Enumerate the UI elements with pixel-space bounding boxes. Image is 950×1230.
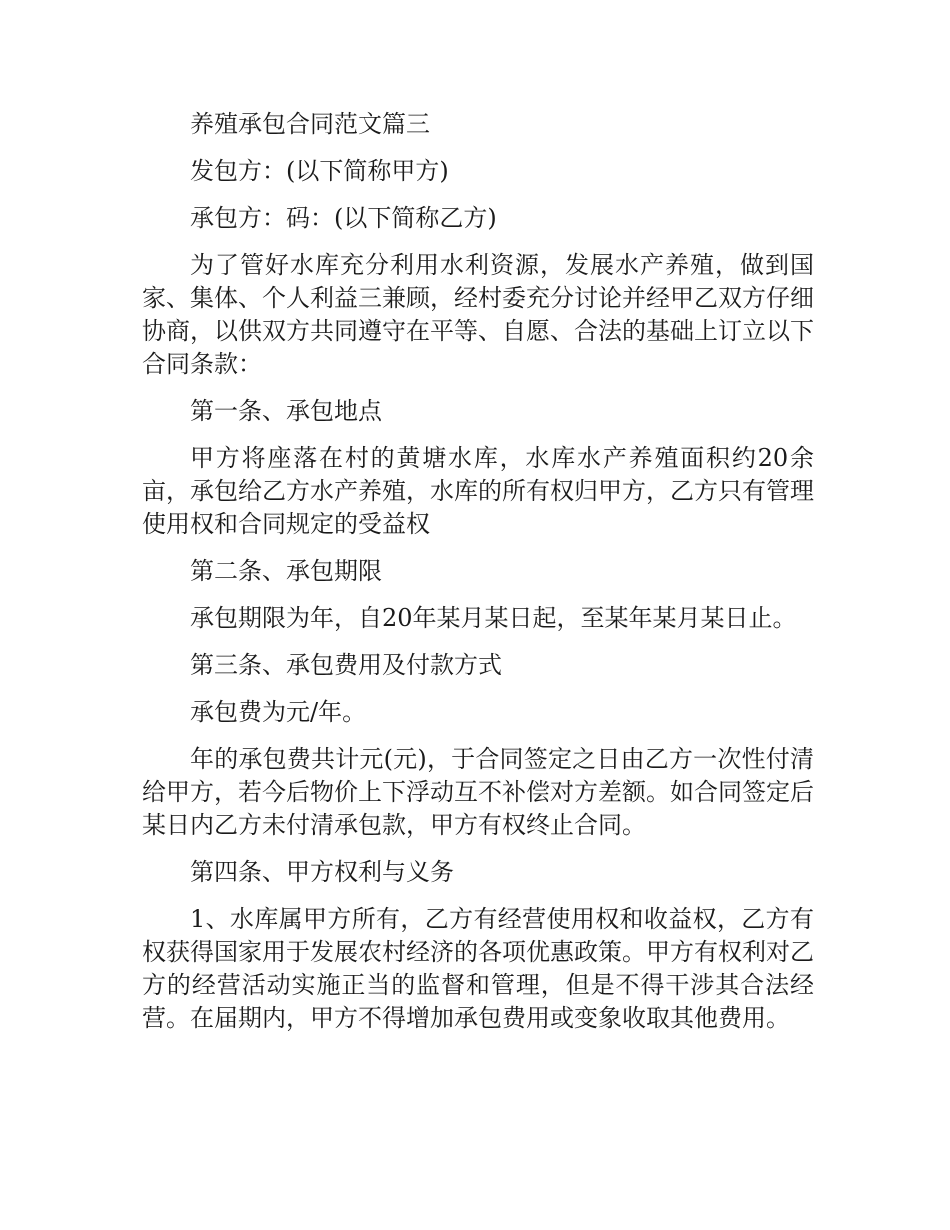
article-3-payment: 年的承包费共计元(元)，于合同签定之日由乙方一次性付清给甲方，若今后物价上下浮动互不补偿对方差额。如合同签定后某日内乙方未付清承包款，甲方有权终止合同。 [142,745,814,839]
article-1-heading: 第一条、承包地点 [190,397,382,425]
article-2-heading: 第二条、承包期限 [190,557,382,585]
article-3-heading: 第三条、承包费用及付款方式 [190,651,502,679]
preamble-paragraph: 为了管好水库充分利用水利资源，发展水产养殖，做到国家、集体、个人利益三兼顾，经村委充分讨论并经甲乙双方仔细协商，以供双方共同遵守在平等、自愿、合法的基础上订立以下合同条款： [142,251,814,378]
party-a-line: 发包方：(以下简称甲方) [190,157,449,185]
article-4-heading: 第四条、甲方权利与义务 [190,858,454,886]
document-body [142,108,814,1049]
article-4-clause-1: 1、水库属甲方所有，乙方有经营使用权和收益权，乙方有权获得国家用于发展农村经济的各项优惠政策。甲方有权利对乙方的经营活动实施正当的监督和管理，但是不得干涉其合法经营。在届期内，甲方不得增加承包费用或变象收取其他费用。 [142,905,814,1032]
document-title: 养殖承包合同范文篇三 [190,110,430,138]
party-b-line: 承包方：码：(以下简称乙方) [190,204,497,232]
article-1-body: 甲方将座落在村的黄塘水库，水库水产养殖面积约20余亩，承包给乙方水产养殖，水库的所有权归甲方，乙方只有管理使用权和合同规定的受益权 [142,444,814,538]
article-3-fee: 承包费为元/年。 [190,698,367,726]
article-2-body: 承包期限为年，自20年某月某日起，至某年某月某日止。 [190,604,797,632]
